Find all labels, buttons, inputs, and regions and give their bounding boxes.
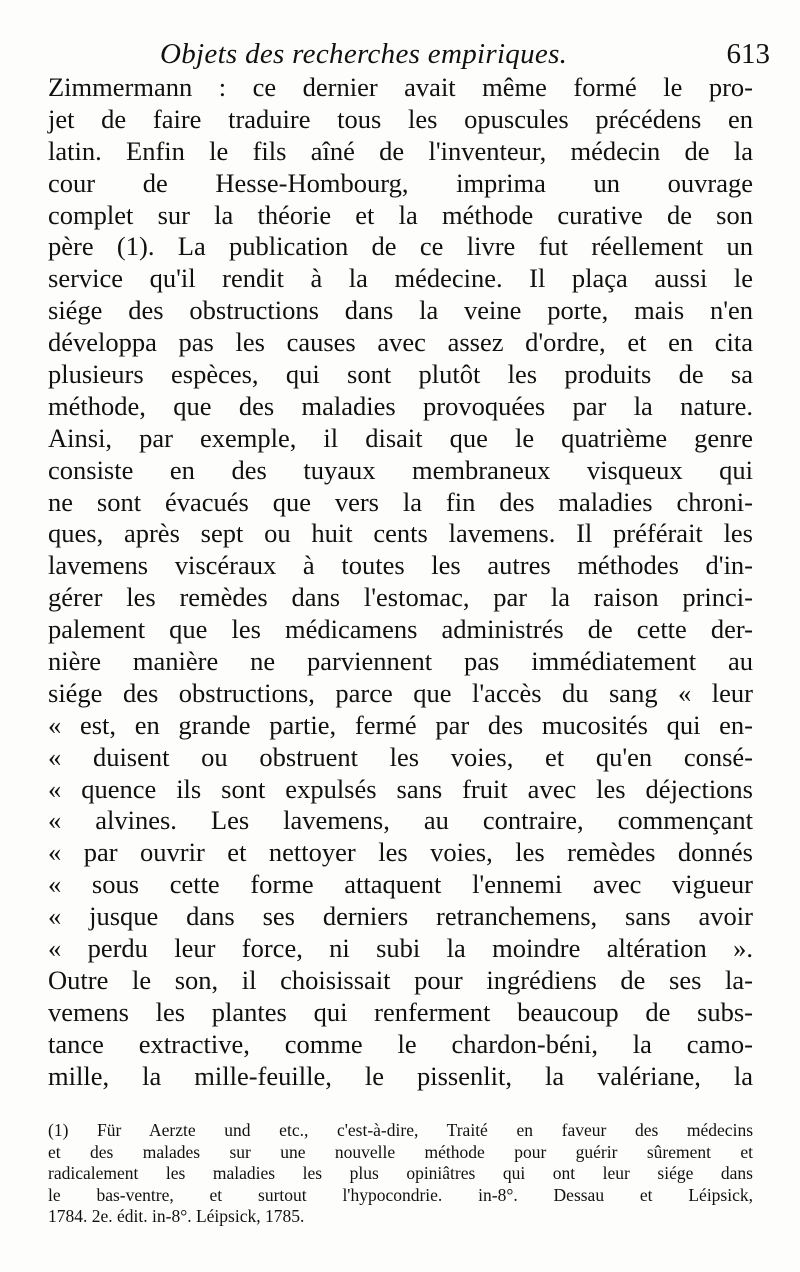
text-line: tance extractive, comme le chardon-béni, la camo-: [48, 1028, 753, 1059]
text-line: Zimmermann : ce dernier avait même formé le pro-: [48, 72, 753, 102]
text-line: « par ouvrir et nettoyer les voies, les remèdes donnés: [48, 837, 753, 868]
footnote-line: le bas-ventre, et surtout l'hypocondrie. in-8°. Dessau et Léipsick,: [48, 1184, 753, 1205]
running-title: Objets des recherches empiriques.: [160, 38, 568, 70]
text-line: « alvines. Les lavemens, au contraire, commençant: [48, 805, 753, 836]
text-line: ques, après sept ou huit cents lavemens. Il préférait les: [48, 518, 753, 549]
text-line: « quence ils sont expulsés sans fruit avec les déjections: [48, 773, 753, 804]
text-line: palement que les médicamens administrés de cette der-: [48, 614, 753, 645]
text-line: plusieurs espèces, qui sont plutôt les produits de sa: [48, 359, 753, 390]
text-line: « perdu leur force, ni subi la moindre altération ».: [48, 933, 753, 964]
text-line: « sous cette forme attaquent l'ennemi avec vigueur: [48, 869, 753, 900]
footnote-line: 1784. 2e. édit. in-8°. Léipsick, 1785.: [48, 1206, 305, 1226]
text-line: ne sont évacués que vers la fin des maladies chroni-: [48, 486, 753, 517]
running-head: [160, 38, 770, 72]
text-line: nière manière ne parviennent pas immédiatement au: [48, 646, 753, 677]
text-line: « est, en grande partie, fermé par des mucosités qui en-: [48, 709, 753, 740]
footnote-line: radicalement les maladies les plus opiniâtres qui ont leur siége dans: [48, 1163, 753, 1183]
text-line: latin. Enfin le fils aîné de l'inventeur, médecin de la: [48, 135, 753, 166]
text-line: « jusque dans ses derniers retranchemens, sans avoir: [48, 901, 753, 932]
text-line: jet de faire traduire tous les opuscules précédens en: [48, 103, 753, 134]
text-line: Ainsi, par exemple, il disait que le quatrième genre: [48, 422, 753, 453]
footnote: [48, 1120, 753, 1228]
text-line: consiste en des tuyaux membraneux visqueux qui: [48, 454, 753, 485]
text-line: développa pas les causes avec assez d'ordre, et en cita: [48, 327, 753, 358]
text-line: lavemens viscéraux à toutes les autres méthodes d'in-: [48, 550, 753, 581]
text-line: gérer les remèdes dans l'estomac, par la raison princi-: [48, 582, 753, 613]
text-line: complet sur la théorie et la méthode curative de son: [48, 199, 753, 230]
text-line: Outre le son, il choisissait pour ingrédiens de ses la-: [48, 964, 753, 995]
body-text: [48, 72, 753, 1093]
text-line: père (1). La publication de ce livre fut réellement un: [48, 231, 753, 262]
footnote-line: et des malades sur une nouvelle méthode pour guérir sûrement et: [48, 1141, 753, 1162]
footnote-line: (1) Für Aerzte und etc., c'est-à-dire, Traité en faveur des médecins: [48, 1120, 753, 1140]
text-line: « duisent ou obstruent les voies, et qu'en consé-: [48, 741, 753, 772]
text-line: cour de Hesse-Hombourg, imprima un ouvrage: [48, 167, 753, 198]
text-line: méthode, que des maladies provoquées par la nature.: [48, 390, 753, 421]
page-number: 613: [726, 38, 770, 70]
text-line: siége des obstructions, parce que l'accès du sang « leur: [48, 677, 753, 708]
text-line: siége des obstructions dans la veine porte, mais n'en: [48, 295, 753, 326]
text-line: mille, la mille-feuille, le pissenlit, la valériane, la: [48, 1060, 753, 1091]
text-line: vemens les plantes qui renferment beaucoup de subs-: [48, 996, 753, 1027]
text-line: service qu'il rendit à la médecine. Il plaça aussi le: [48, 263, 753, 294]
